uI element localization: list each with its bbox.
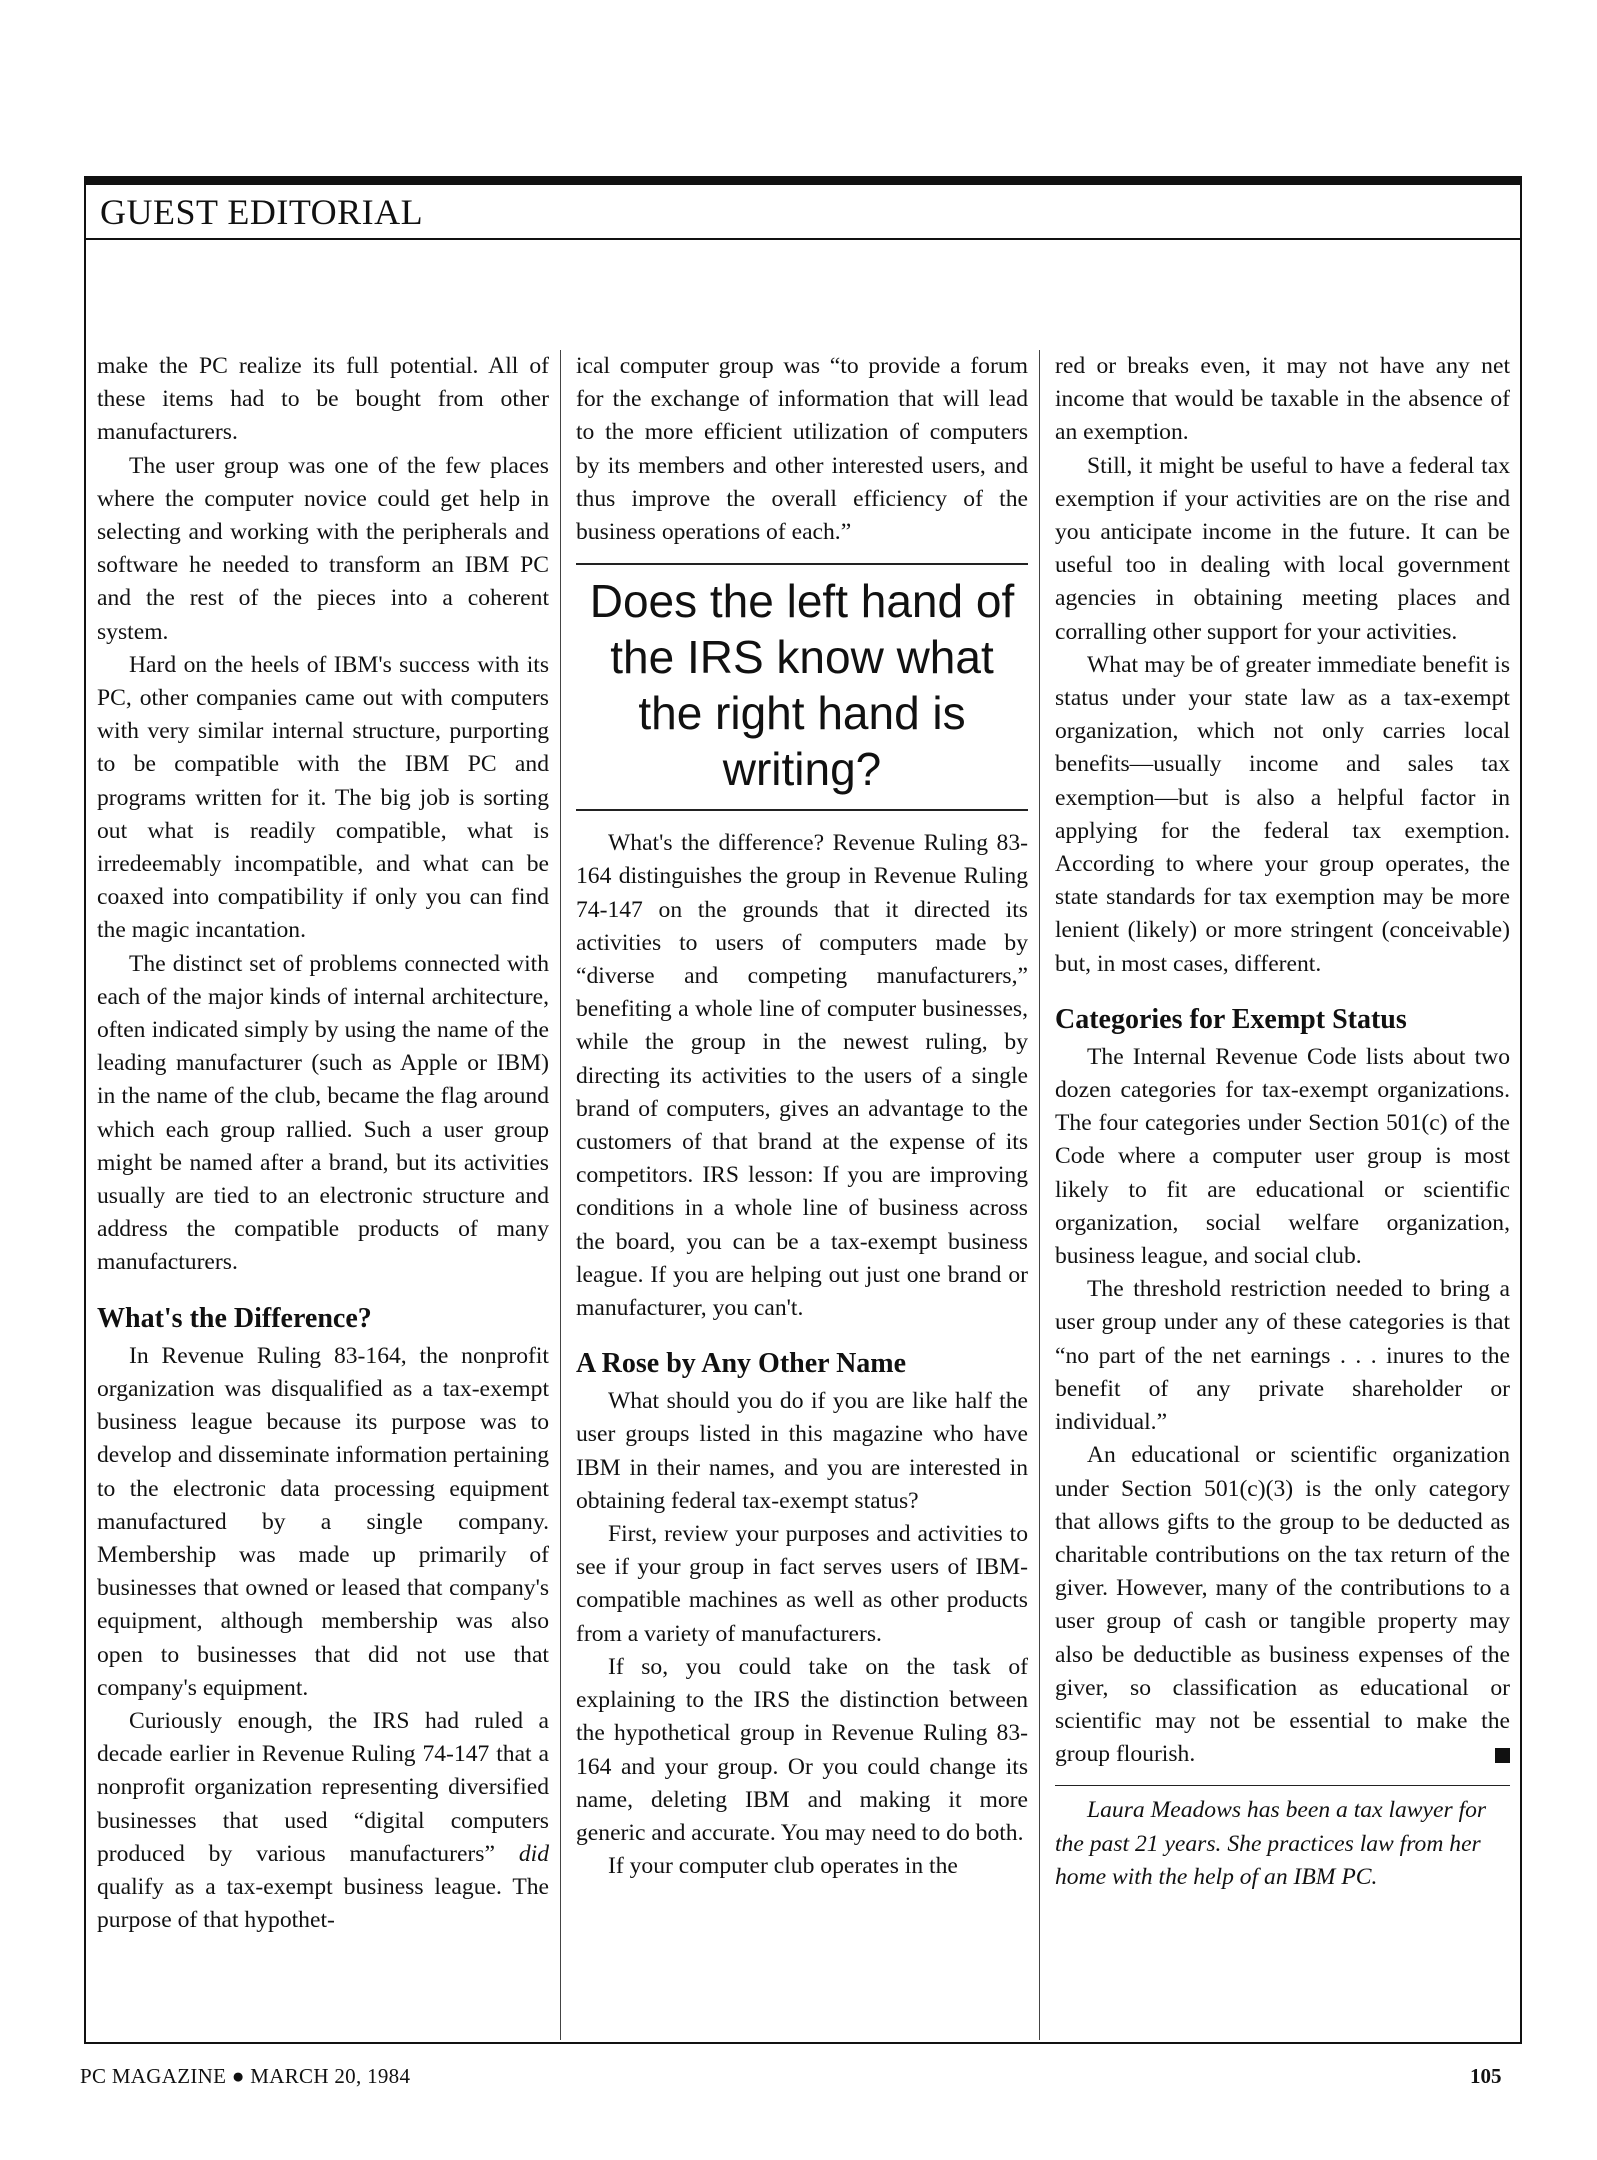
- text-run: Curiously enough, the IRS had ruled a decade earlier in Revenue Ruling 74-147 that a nonprofit organization representing diversified businesses that used “digital computers produced by various manufacturers”: [97, 1707, 549, 1867]
- paragraph: The user group was one of the few places where the computer novice could get help in selecting and working with the peripherals and software he needed to transform an IBM PC and the rest of the pieces into a coherent system.: [97, 452, 549, 645]
- subheading: Categories for Exempt Status: [1055, 1003, 1407, 1035]
- paragraph: [1055, 1439, 1510, 1771]
- end-mark-icon: [1495, 1748, 1510, 1763]
- paragraph: make the PC realize its full potential. All of these items had to be bought from other manufacturers.: [97, 353, 549, 446]
- column-divider: [560, 350, 561, 2040]
- paragraph: Hard on the heels of IBM's success with its PC, other companies came out with computers with very similar internal structure, purporting to be compatible with the IBM PC and programs written for it. The big job is sorting out what is readily compatible, what is irredeemably incompatible, and what can be coaxed into compatibility if only you can find the magic incantation.: [97, 651, 549, 944]
- pull-quote: Does the left hand of the IRS know what the right hand is writing?: [576, 563, 1028, 811]
- page-number: 105: [1470, 2064, 1502, 2088]
- paragraph: red or breaks even, it may not have any net income that would be taxable in the absence of an exemption.: [1055, 353, 1510, 446]
- paragraph: What may be of greater immediate benefit is status under your state law as a tax-exempt organization, which not only carries local benefits—usually income and sales tax exemption—but is also a helpful factor in applying for the federal tax exemption. According to where your group operates, the state standards for tax exemption may be more lenient (likely) or more stringent (conceivable) but, in most cases, different.: [1055, 651, 1510, 977]
- paragraph: Still, it might be useful to have a federal tax exemption if your activities are on the rise and you anticipate income in the future. It can be useful too in dealing with local government agencies in obtaining meeting places and corralling other support for your activities.: [1055, 452, 1510, 645]
- paragraph: [97, 1705, 549, 1937]
- subheading: A Rose by Any Other Name: [576, 1348, 907, 1380]
- paragraph: What should you do if you are like half the user groups listed in this magazine who have IBM in their names, and you are interested in obtaining federal tax-exempt status?: [576, 1388, 1028, 1514]
- paragraph: In Revenue Ruling 83-164, the nonprofit organization was disqualified as a tax-exempt business league because its purpose was to develop and disseminate information pertaining to the electronic data processing equipment manufactured by a single company. Membership was made up primarily of businesses that owned or leased that company's equipment, although membership was also open to businesses that did not use that company's equipment.: [97, 1342, 549, 1701]
- paragraph: First, review your purposes and activities to see if your group in fact serves users of IBM-compatible machines as well as other products from a variety of manufacturers.: [576, 1521, 1028, 1647]
- paragraph: ical computer group was “to provide a forum for the exchange of information that will lead to the more efficient utilization of computers by its members and other interested users, and thus improve the overall efficiency of the business operations of each.”: [576, 353, 1028, 546]
- paragraph: If your computer club operates in the: [608, 1853, 958, 1880]
- subheading: What's the Difference?: [97, 1302, 372, 1334]
- emphasis: did: [518, 1840, 549, 1867]
- paragraph: The Internal Revenue Code lists about two dozen categories for tax-exempt organizations. The four categories under Section 501(c) of the Code where a computer user group is most likely to fit are educational or scientific organization, social welfare organization, business league, and social club.: [1055, 1043, 1510, 1270]
- paragraph: The threshold restriction needed to bring a user group under any of these categories is that “no part of the net earnings . . . inures to the benefit of any private shareholder or individual.”: [1055, 1276, 1510, 1436]
- column-2: [576, 350, 1028, 1883]
- text-run: qualify as a tax-exempt business league. The purpose of that hypothet-: [97, 1873, 549, 1934]
- text-run: An educational or scientific organization under Section 501(c)(3) is the only category that allows gifts to the group to be deducted as charitable contributions on the tax return of the giver. However, many of the contributions to a user group of cash or tangible property may also be deductible as business expenses of the giver, so classification as educational or scientific may not be essential to make the group flourish.: [1055, 1442, 1510, 1768]
- paragraph: What's the difference? Revenue Ruling 83-164 distinguishes the group in Revenue Ruling 74-147 on the grounds that it directed its activities to users of computers made by “diverse and competing manufacturers,” benefiting a whole line of computer businesses, while the group in the newest ruling, by directing its activities to the users of a single brand of computers, gives an advantage to the customers of that brand at the expense of its competitors. IRS lesson: If you are improving conditions in a whole line of business across the board, you can be a tax-exempt business league. If you are helping out just one brand or manufacturer, you can't.: [576, 830, 1028, 1322]
- column-1: [97, 350, 549, 1937]
- title-rule: [84, 238, 1522, 240]
- paragraph: If so, you could take on the task of explaining to the IRS the distinction between the hypothetical group in Revenue Ruling 83-164 and your group. Or you could change its name, deleting IBM and making it more generic and accurate. You may need to do both.: [576, 1653, 1028, 1846]
- author-bio: Laura Meadows has been a tax lawyer for the past 21 years. She practices law from her home with the help of an IBM PC.: [1055, 1797, 1487, 1890]
- footer-publication: PC MAGAZINE ● MARCH 20, 1984: [80, 2064, 411, 2088]
- section-title: GUEST EDITORIAL: [100, 192, 424, 232]
- column-divider: [1039, 350, 1040, 2040]
- paragraph: The distinct set of problems connected with each of the major kinds of internal architecture, often indicated simply by using the name of the leading manufacturer (such as Apple or IBM) in the name of the club, became the flag around which each group rallied. Such a user group might be named after a brand, but its activities usually are tied to an electronic structure and address the compatible products of many manufacturers.: [97, 950, 549, 1276]
- column-3: [1055, 350, 1510, 1894]
- bio-rule: [1055, 1785, 1510, 1786]
